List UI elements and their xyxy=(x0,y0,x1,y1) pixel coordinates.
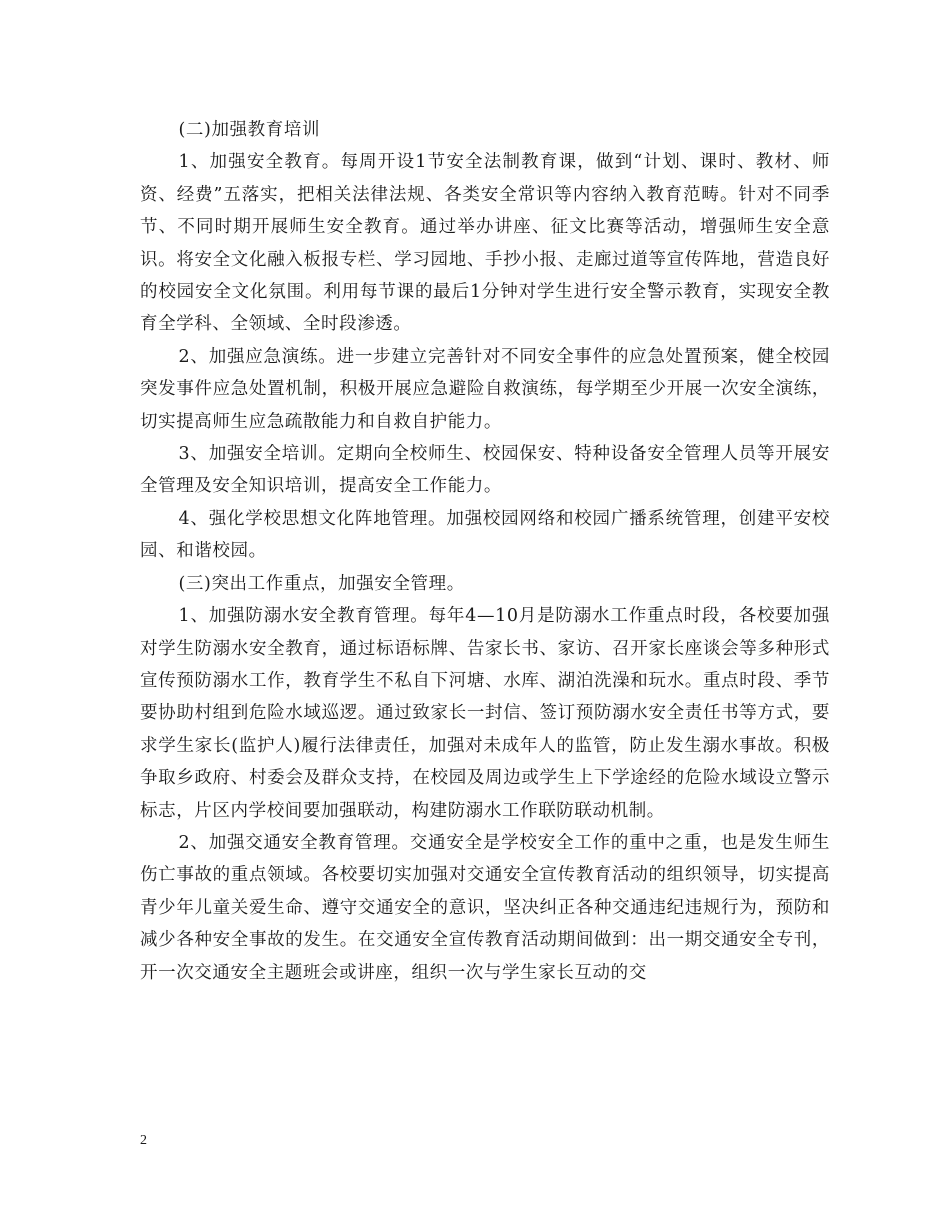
paragraph-drowning-prevention: 1、加强防溺水安全教育管理。每年4—10月是防溺水工作重点时段，各校要加强对学生防溺水安全教育，通过标语标牌、告家长书、家访、召开家长座谈会等多种形式宣传预防溺水工作，教育学生不私自下河塘、水库、湖泊洗澡和玩水。重点时段、季节要协助村组到危险水域巡逻。通过致家长一封信、签订预防溺水安全责任书等方式，要求学生家长(监护人)履行法律责任，加强对未成年人的监管，防止发生溺水事故。积极争取乡政府、村委会及群众支持，在校园及周边或学生上下学途经的危险水域设立警示标志，片区内学校间要加强联动，构建防溺水工作联防联动机制。 xyxy=(140,606,830,821)
paragraph-ideology-culture: 4、强化学校思想文化阵地管理。加强校园网络和校园广播系统管理，创建平安校园、和谐校园。 xyxy=(140,508,830,562)
paragraph-emergency-drill: 2、加强应急演练。进一步建立完善针对不同安全事件的应急处置预案，健全校园突发事件应急处置机制，积极开展应急避险自救演练，每学期至少开展一次安全演练，切实提高师生应急疏散能力和自救自护能力。 xyxy=(140,346,830,432)
paragraph-safety-education: 1、加强安全教育。每周开设1节安全法制教育课，做到“计划、课时、教材、师资、经费”五落实，把相关法律法规、各类安全常识等内容纳入教育范畴。针对不同季节、不同时期开展师生安全教育。通过举办讲座、征文比赛等活动，增强师生安全意识。将安全文化融入板报专栏、学习园地、手抄小报、走廊过道等宣传阵地，营造良好的校园安全文化氛围。利用每节课的最后1分钟对学生进行安全警示教育，实现安全教育全学科、全领域、全时段渗透。 xyxy=(140,152,830,335)
paragraph-traffic-safety: 2、加强交通安全教育管理。交通安全是学校安全工作的重中之重，也是发生师生伤亡事故的重点领域。各校要切实加强对交通安全宣传教育活动的组织领导，切实提高青少年儿童关爱生命、遵守交通安全的意识，坚决纠正各种交通违纪违规行为，预防和减少各种安全事故的发生。在交通安全宣传教育活动期间做到：出一期交通安全专刊，开一次交通安全主题班会或讲座，组织一次与学生家长互动的交 xyxy=(140,832,830,983)
paragraph-safety-training: 3、加强安全培训。定期向全校师生、校园保安、特种设备安全管理人员等开展安全管理及安全知识培训，提高安全工作能力。 xyxy=(140,444,830,497)
page-number: 2 xyxy=(140,1133,147,1148)
section-heading-3: (三)突出工作重点，加强安全管理。 xyxy=(178,573,465,594)
document-body xyxy=(140,114,830,989)
section-heading-2: (二)加强教育培训 xyxy=(178,120,321,140)
